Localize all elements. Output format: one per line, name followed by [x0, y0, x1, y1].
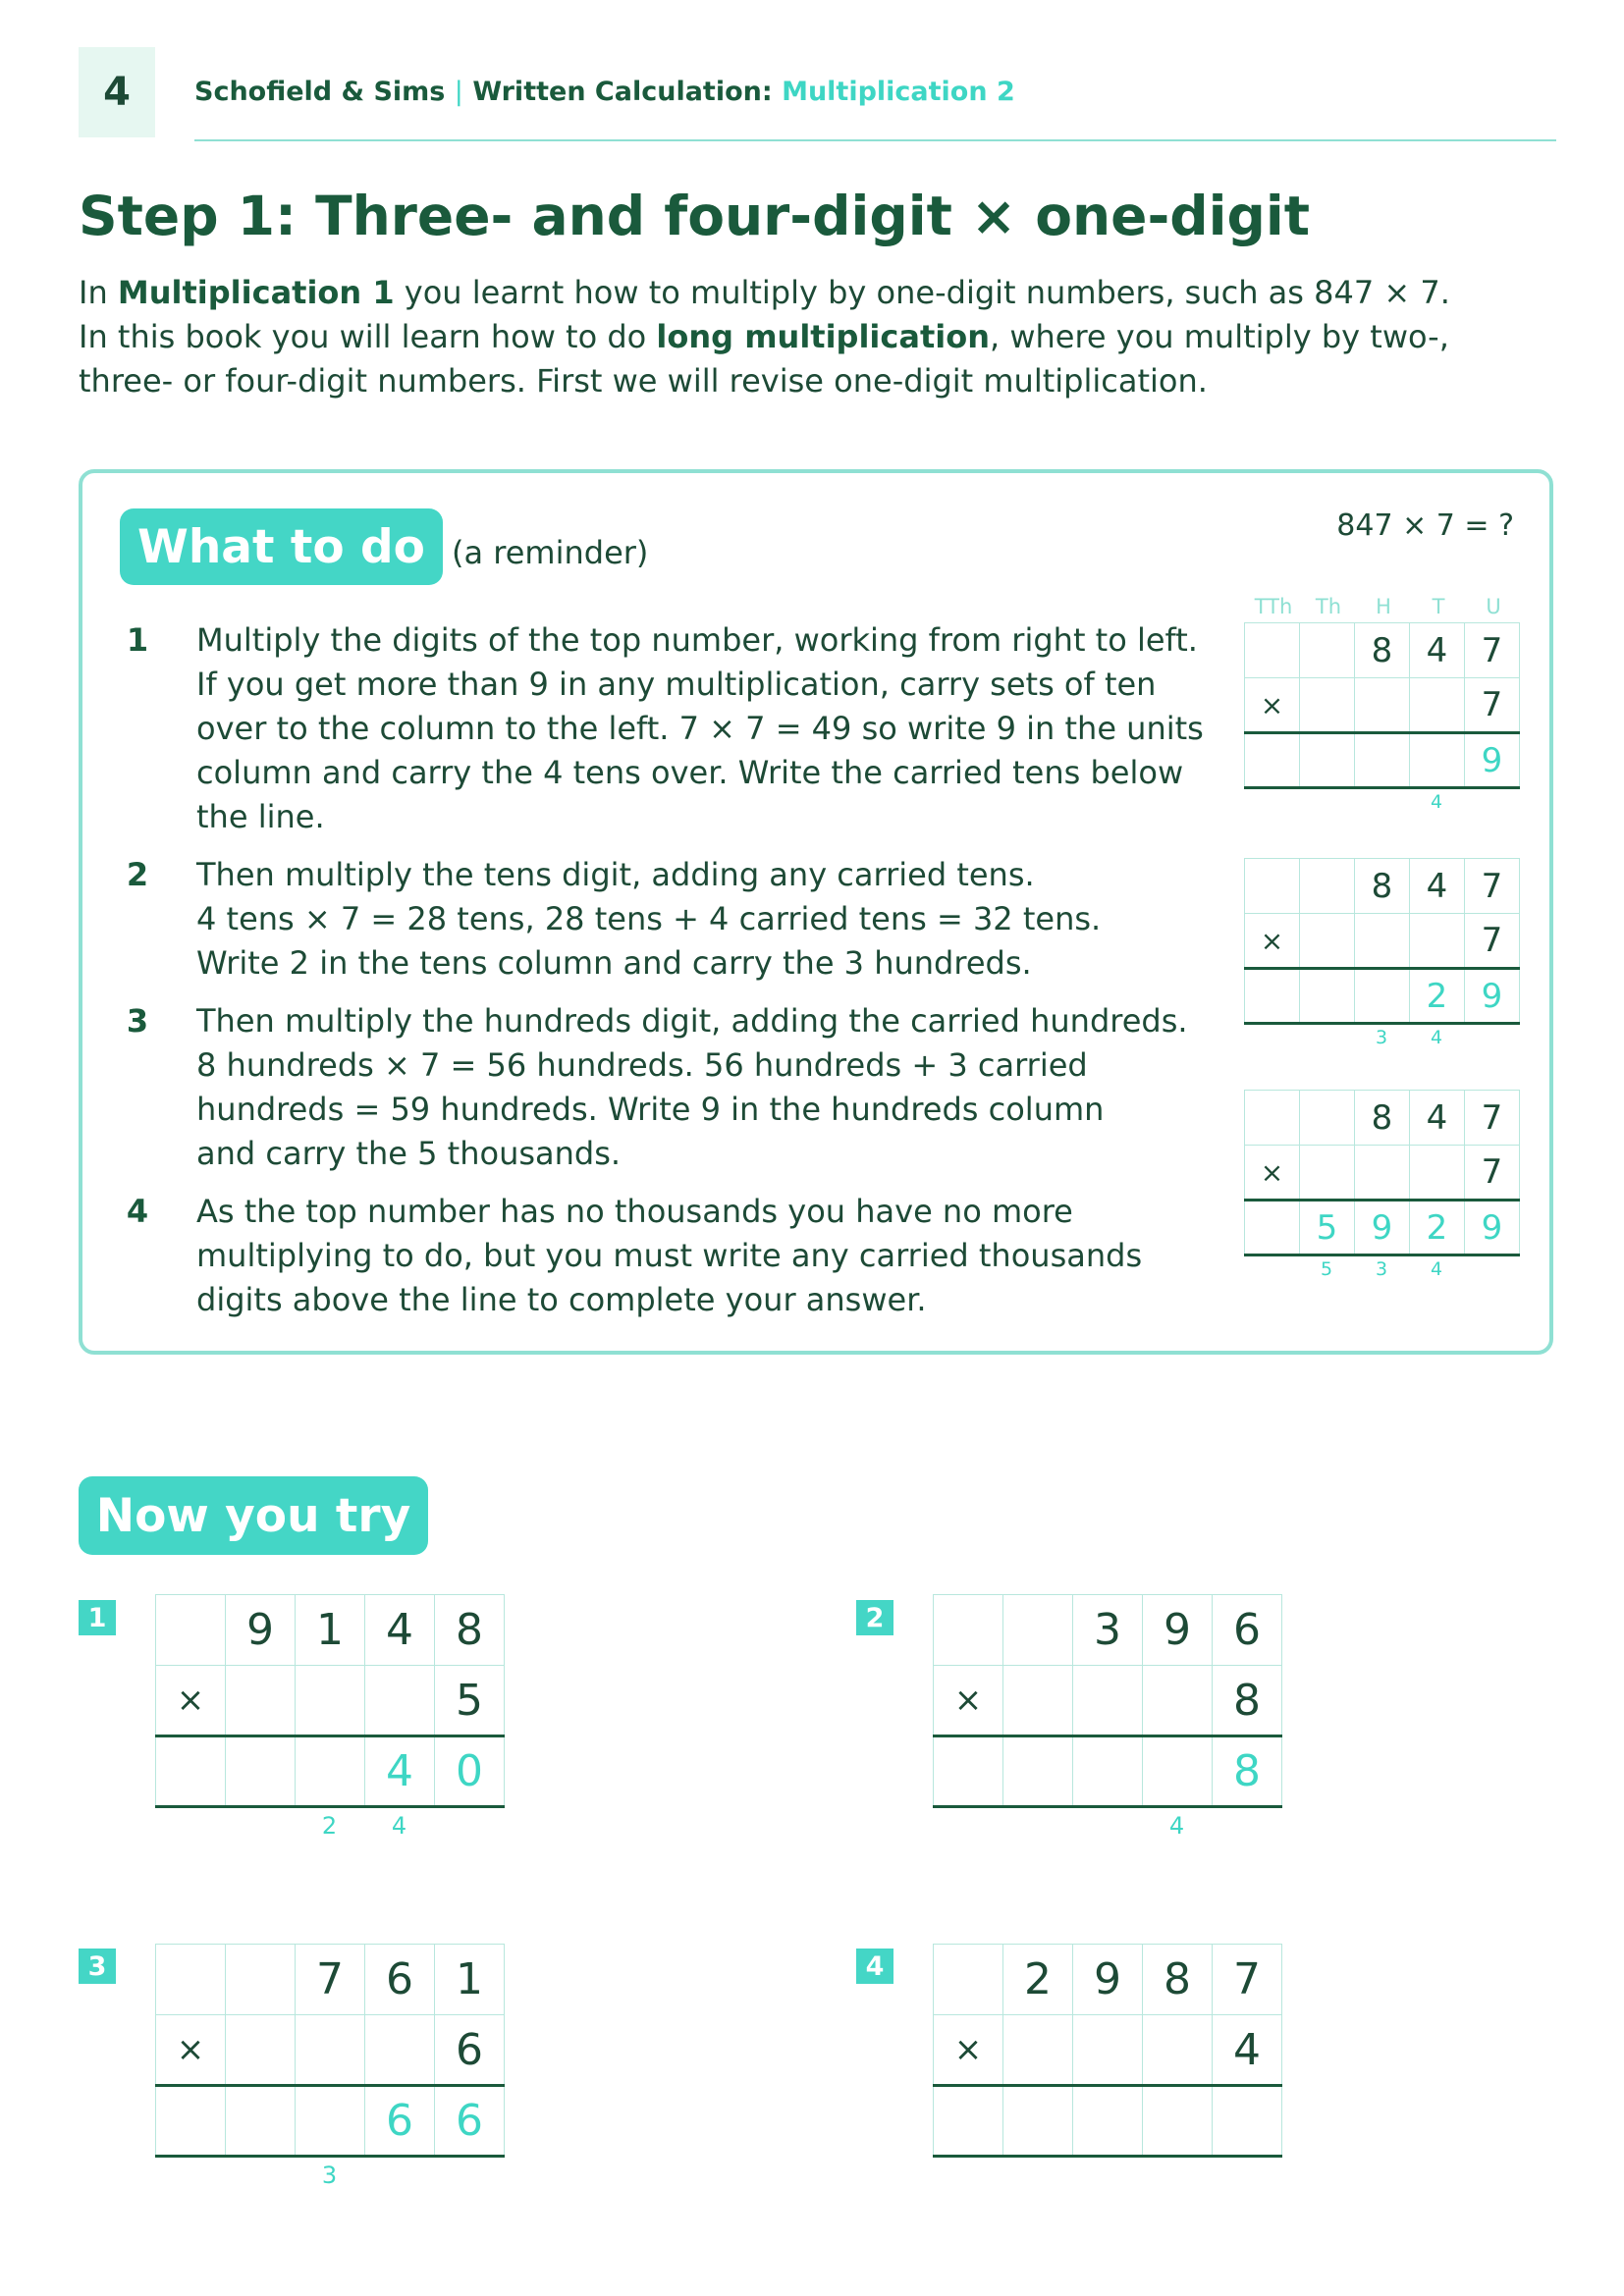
digit-cell: 8 [1355, 623, 1410, 678]
place-value-headers [1246, 595, 1521, 618]
carry-digit [155, 1812, 225, 1840]
times-sign: × [934, 2015, 1003, 2086]
carry-digit: 4 [1430, 1258, 1443, 1280]
intro-line-2: In this book you will learn how to do long multiplication, where you multiply by two-, [79, 318, 1449, 355]
column-header-t: T [1432, 595, 1445, 618]
header-separator: | [454, 77, 463, 107]
digit-cell [365, 2015, 435, 2086]
digit-cell: 8 [435, 1595, 505, 1666]
times-sign: × [934, 1666, 1003, 1736]
times-sign: × [1245, 1146, 1300, 1201]
example-equation: 847 × 7 = ? [1336, 508, 1514, 543]
times-sign: × [1245, 914, 1300, 969]
digit-cell: 4 [1410, 623, 1465, 678]
digit-cell: 4 [1410, 1091, 1465, 1146]
answer-cell[interactable] [934, 1736, 1003, 1807]
top-row [1245, 1091, 1520, 1146]
top-row [934, 1945, 1282, 2015]
step-number: 2 [126, 856, 149, 893]
page-title: Step 1: Three- and four-digit × one-digit [79, 185, 1311, 247]
answer-cell[interactable] [1143, 1736, 1213, 1807]
digit-cell [1245, 1091, 1300, 1146]
intro-line-3: three- or four-digit numbers. First we will revise one-digit multiplication. [79, 362, 1208, 400]
times-sign: × [156, 1666, 226, 1736]
carry-digits [933, 1812, 1281, 1840]
carry-digit: 3 [1375, 1027, 1388, 1048]
multiplier-row [1245, 914, 1520, 969]
answer-cell[interactable] [1300, 733, 1355, 788]
multiplication-grid [155, 1594, 505, 1808]
digit-cell: 7 [296, 1945, 365, 2015]
answer-row [156, 2086, 505, 2157]
carry-digit [1354, 791, 1409, 813]
step-line: multiplying to do, but you must write any carried thousands [196, 1237, 1143, 1274]
digit-cell [1245, 623, 1300, 678]
times-sign: × [156, 2015, 226, 2086]
digit-cell [156, 1595, 226, 1666]
digit-cell [1355, 1146, 1410, 1201]
carry-digit [1464, 791, 1519, 813]
carry-digit [1002, 1812, 1072, 1840]
digit-cell: 4 [365, 1595, 435, 1666]
digit-cell [1073, 1666, 1143, 1736]
step-line: Then multiply the hundreds digit, adding the carried hundreds. [196, 1002, 1188, 1040]
digit-cell [1410, 678, 1465, 733]
multiplication-grid [1244, 858, 1520, 1025]
multiplier-row [156, 2015, 505, 2086]
carry-digit [1244, 791, 1299, 813]
step-number: 3 [126, 1002, 149, 1040]
question-number-3: 3 [79, 1949, 116, 1984]
answer-cell[interactable]: 6 [365, 2086, 435, 2157]
digit-cell [1410, 1146, 1465, 1201]
step-number: 1 [126, 621, 149, 659]
step-2 [118, 853, 1276, 986]
digit-cell: 1 [435, 1945, 505, 2015]
step-line: over to the column to the left. 7 × 7 = 49 so write 9 in the units [196, 710, 1204, 747]
carry-digit [1299, 791, 1354, 813]
question-number-4: 4 [856, 1949, 893, 1984]
question-number-2: 2 [856, 1600, 893, 1635]
digit-cell: 7 [1213, 1945, 1282, 2015]
intro-line-1: In Multiplication 1 you learnt how to multiply by one-digit numbers, such as 847 × 7. [79, 274, 1450, 311]
carry-digit [1464, 1027, 1519, 1048]
multiplier-row [934, 1666, 1282, 1736]
digit-cell: 7 [1465, 914, 1520, 969]
answer-cell[interactable] [1143, 2086, 1213, 2157]
answer-cell[interactable] [1355, 969, 1410, 1024]
times-sign: × [1245, 678, 1300, 733]
digit-cell: 3 [1073, 1595, 1143, 1666]
carry-digit [933, 1812, 1002, 1840]
answer-cell[interactable]: 9 [1355, 1201, 1410, 1255]
answer-cell[interactable] [1300, 969, 1355, 1024]
digit-cell: 9 [1073, 1945, 1143, 2015]
now-you-try-badge: Now you try [79, 1476, 428, 1555]
digit-cell [934, 1595, 1003, 1666]
step-line: If you get more than 9 in any multiplication, carry sets of ten [196, 666, 1157, 703]
answer-cell[interactable] [156, 2086, 226, 2157]
carry-digit [1464, 1258, 1519, 1280]
digit-cell [1003, 2015, 1073, 2086]
answer-cell[interactable]: 6 [435, 2086, 505, 2157]
answer-cell[interactable] [1003, 1736, 1073, 1807]
intro-text [79, 271, 1551, 403]
answer-row [934, 2086, 1282, 2157]
top-row [1245, 623, 1520, 678]
step-3 [118, 999, 1276, 1176]
answer-cell[interactable] [934, 2086, 1003, 2157]
carry-digit: 2 [321, 1812, 338, 1840]
digit-cell: 8 [1143, 1945, 1213, 2015]
digit-cell [226, 2015, 296, 2086]
answer-cell[interactable] [1355, 733, 1410, 788]
carry-digits [1244, 1258, 1519, 1280]
step-line: and carry the 5 thousands. [196, 1135, 622, 1172]
carry-digit [434, 2162, 504, 2189]
digit-cell [365, 1666, 435, 1736]
series-name: Written Calculation: [472, 77, 773, 107]
top-row [1245, 859, 1520, 914]
digit-cell: 9 [226, 1595, 296, 1666]
digit-cell: 7 [1465, 623, 1520, 678]
step-line: Then multiply the tens digit, adding any carried tens. [196, 856, 1035, 893]
multiplier-row [1245, 1146, 1520, 1201]
multiplication-grid [933, 1944, 1282, 2158]
answer-row [156, 1736, 505, 1807]
answer-cell[interactable]: 8 [1213, 1736, 1282, 1807]
digit-cell [1300, 859, 1355, 914]
digit-cell: 6 [435, 2015, 505, 2086]
digit-cell: 7 [1465, 859, 1520, 914]
answer-cell[interactable]: 9 [1465, 1201, 1520, 1255]
answer-cell[interactable] [226, 2086, 296, 2157]
answer-row [1245, 733, 1520, 788]
digit-cell [226, 1945, 296, 2015]
step-line: 4 tens × 7 = 28 tens, 28 tens + 4 carried tens = 32 tens. [196, 900, 1102, 937]
question-number-1: 1 [79, 1600, 116, 1635]
reminder-subtitle: (a reminder) [452, 534, 649, 571]
multiplication-grid [1244, 1090, 1520, 1256]
digit-cell [1300, 1091, 1355, 1146]
step-line: column and carry the 4 tens over. Write the carried tens below [196, 754, 1184, 791]
digit-cell [1300, 914, 1355, 969]
answer-cell[interactable]: 2 [1410, 1201, 1465, 1255]
answer-cell[interactable] [1245, 969, 1300, 1024]
answer-cell[interactable] [1245, 733, 1300, 788]
digit-cell [1245, 859, 1300, 914]
answer-cell[interactable] [296, 1736, 365, 1807]
step-line: Write 2 in the tens column and carry the 3 hundreds. [196, 944, 1032, 982]
answer-cell[interactable]: 2 [1410, 969, 1465, 1024]
answer-cell[interactable]: 4 [365, 1736, 435, 1807]
digit-cell: 7 [1465, 1146, 1520, 1201]
digit-cell [1143, 2015, 1213, 2086]
digit-cell: 7 [1465, 678, 1520, 733]
step-4 [118, 1190, 1276, 1322]
column-header-th: Th [1315, 595, 1342, 618]
carry-digit [155, 2162, 225, 2189]
step-line: Multiply the digits of the top number, working from right to left. [196, 621, 1198, 659]
page-number: 4 [79, 47, 155, 137]
digit-cell [1003, 1666, 1073, 1736]
digit-cell [1355, 914, 1410, 969]
carry-digits [1244, 1027, 1519, 1048]
column-header-tth: TTh [1254, 595, 1293, 618]
carry-digit: 3 [1375, 1258, 1388, 1280]
top-row [934, 1595, 1282, 1666]
answer-cell[interactable] [1245, 1201, 1300, 1255]
carry-digit [1299, 1027, 1354, 1048]
multiplier-row [156, 1666, 505, 1736]
digit-cell [1300, 623, 1355, 678]
answer-cell[interactable]: 0 [435, 1736, 505, 1807]
digit-cell [296, 1666, 365, 1736]
digit-cell [1003, 1595, 1073, 1666]
digit-cell: 8 [1355, 859, 1410, 914]
carry-digits [155, 1812, 504, 1840]
carry-digit: 5 [1320, 1258, 1333, 1280]
carry-digit: 4 [1168, 1812, 1185, 1840]
carry-digit [1072, 1812, 1142, 1840]
digit-cell [226, 1666, 296, 1736]
step-line: As the top number has no thousands you have no more [196, 1193, 1073, 1230]
top-row [156, 1945, 505, 2015]
answer-row [934, 1736, 1282, 1807]
step-line: the line. [196, 798, 325, 835]
header-rule [194, 139, 1556, 141]
carry-digits [1244, 791, 1519, 813]
digit-cell: 2 [1003, 1945, 1073, 2015]
digit-cell [1355, 678, 1410, 733]
carry-digit [225, 2162, 295, 2189]
digit-cell: 8 [1355, 1091, 1410, 1146]
column-header-u: U [1486, 595, 1501, 618]
digit-cell [296, 2015, 365, 2086]
carry-digit [225, 1812, 295, 1840]
answer-cell[interactable]: 9 [1465, 969, 1520, 1024]
digit-cell: 1 [296, 1595, 365, 1666]
book-name: Multiplication 2 [782, 77, 1015, 107]
answer-cell[interactable] [1073, 1736, 1143, 1807]
carry-digit: 4 [391, 1812, 407, 1840]
answer-cell[interactable] [1213, 2086, 1282, 2157]
digit-cell [1300, 678, 1355, 733]
digit-cell [156, 1945, 226, 2015]
carry-digit [1212, 1812, 1281, 1840]
carry-digit [1244, 1027, 1299, 1048]
carry-digits [155, 2162, 504, 2189]
digit-cell [934, 1945, 1003, 2015]
running-header [194, 77, 1015, 107]
digit-cell: 4 [1410, 859, 1465, 914]
digit-cell [1073, 2015, 1143, 2086]
answer-cell[interactable]: 5 [1300, 1201, 1355, 1255]
multiplier-row [934, 2015, 1282, 2086]
answer-row [1245, 1201, 1520, 1255]
top-row [156, 1595, 505, 1666]
multiplier-row [1245, 678, 1520, 733]
digit-cell: 5 [435, 1666, 505, 1736]
carry-digit [1244, 1258, 1299, 1280]
step-1 [118, 618, 1276, 839]
column-header-h: H [1376, 595, 1391, 618]
step-line: digits above the line to complete your answer. [196, 1281, 927, 1318]
multiplication-grid [155, 1944, 505, 2158]
digit-cell [1143, 1666, 1213, 1736]
digit-cell: 8 [1213, 1666, 1282, 1736]
digit-cell: 6 [365, 1945, 435, 2015]
answer-row [1245, 969, 1520, 1024]
step-line: 8 hundreds × 7 = 56 hundreds. 56 hundreds + 3 carried [196, 1046, 1088, 1084]
carry-digit [364, 2162, 434, 2189]
carry-digit: 4 [1430, 791, 1443, 813]
multiplication-grid [1244, 622, 1520, 789]
answer-cell[interactable]: 9 [1465, 733, 1520, 788]
carry-digit [434, 1812, 504, 1840]
multiplication-grid [933, 1594, 1282, 1808]
digit-cell: 6 [1213, 1595, 1282, 1666]
carry-digit: 4 [1430, 1027, 1443, 1048]
digit-cell: 9 [1143, 1595, 1213, 1666]
step-line: hundreds = 59 hundreds. Write 9 in the hundreds column [196, 1091, 1105, 1128]
answer-cell[interactable] [1410, 733, 1465, 788]
digit-cell [1410, 914, 1465, 969]
instruction-steps [118, 618, 1276, 1322]
publisher-name: Schofield & Sims [194, 77, 446, 107]
answer-cell[interactable] [156, 1736, 226, 1807]
carry-digit: 3 [321, 2162, 338, 2189]
answer-cell[interactable] [1003, 2086, 1073, 2157]
step-number: 4 [126, 1193, 149, 1230]
answer-cell[interactable] [226, 1736, 296, 1807]
answer-cell[interactable] [296, 2086, 365, 2157]
digit-cell [1300, 1146, 1355, 1201]
answer-cell[interactable] [1073, 2086, 1143, 2157]
digit-cell: 7 [1465, 1091, 1520, 1146]
digit-cell: 4 [1213, 2015, 1282, 2086]
what-to-do-badge: What to do [120, 508, 443, 585]
